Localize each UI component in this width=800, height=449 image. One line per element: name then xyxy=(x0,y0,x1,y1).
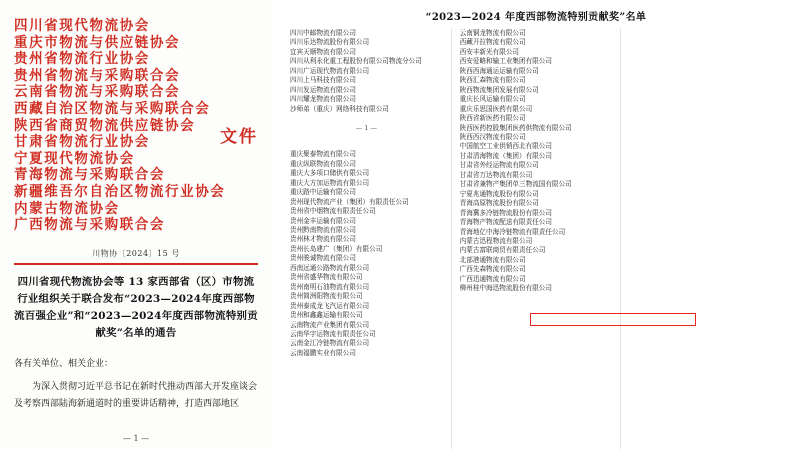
list-item: 广西先森物流有限公司 xyxy=(459,265,526,274)
list-item: 西安爱略和输工业集团有限公司 xyxy=(459,57,552,66)
list-item: 云南福鹏实业有限公司 xyxy=(290,348,356,357)
association-name: 西藏自治区物流与采购联合会 xyxy=(14,100,211,118)
list-columns xyxy=(282,29,790,449)
list-item: 贵州黔南物流有限公司 xyxy=(290,226,356,235)
list-item: 贵州省中烟物流有限责任公司 xyxy=(290,207,376,216)
body-paragraph: 为深入贯彻习近平总书记在新时代推动西部大开发座谈会及考察西部陆海新通道时的重要讲话精神，打造西部地区 xyxy=(14,381,258,409)
list-item: 贵州现代物流产业（集团）有限责任公司 xyxy=(290,197,409,206)
list-item: 贵州南明石油物流有限公司 xyxy=(290,282,370,291)
list-item: 云南物流产业集团有限公司 xyxy=(290,320,370,329)
list-column-2 xyxy=(451,29,622,449)
list-item: 贵州金丰运输有限公司 xyxy=(290,216,356,225)
page-break-marker: — 1 — xyxy=(355,123,377,132)
list-item: 西安丰新光有限公司 xyxy=(459,47,520,56)
document-title: 四川省现代物流协会等 13 家西部省（区）市物流行业组织关于联合发布“2023—2024年度西部物流百强企业”和“2023—2024年度西部物流特别贡献奖”名单的通告 xyxy=(14,275,258,339)
list-item: 陕西汇森物流有限公司 xyxy=(459,76,526,85)
association-name: 重庆市物流与供应链协会 xyxy=(14,34,181,51)
list-item: 西南远通公路物流有限公司 xyxy=(290,263,370,272)
list-item-highlighted: 青海物产物流配送有限责任公司 xyxy=(459,218,552,227)
list-item: 内蒙古富联商贸有限责任公司 xyxy=(459,246,546,255)
association-name: 贵州省物流与采购联合会 xyxy=(14,67,181,85)
list-item: 柳州桂中海迅物流股份有限公司 xyxy=(459,284,552,293)
right-list-page xyxy=(272,0,800,449)
list-item: 甘肃省万达物流有限公司 xyxy=(459,170,533,179)
document-mark-label: 文件 xyxy=(220,127,258,147)
association-name: 贵州省物流行业协会 xyxy=(14,50,150,68)
list-item: 陕西物流集团发展有限公司 xyxy=(459,85,539,94)
association-name: 宁夏现代物流协会 xyxy=(14,150,135,168)
list-item: 云南铜龙物流有限公司 xyxy=(459,29,526,37)
list-item: 贵州泰成龙飞汽运有限公司 xyxy=(290,301,370,310)
document-body xyxy=(14,356,258,413)
association-name: 内蒙古物流协会 xyxy=(14,200,120,217)
list-item: 四川发运物流有限公司 xyxy=(290,85,356,94)
list-item: 甘肃清海物流（集团）有限公司 xyxy=(459,151,552,160)
list-item: 贵州简洲阳物流有限公司 xyxy=(290,292,363,301)
list-item: 陕西省新医药有限公司 xyxy=(459,114,526,123)
red-divider-rule xyxy=(14,263,258,265)
association-name: 四川省现代物流协会 xyxy=(14,17,150,35)
list-item: 陕西医药控股集团医药供物流有限公司 xyxy=(459,123,572,132)
list-item: 西藏开拉物流有限公司 xyxy=(459,38,526,47)
body-paragraph: 各有关单位、相关企业： xyxy=(14,358,114,369)
list-item: 重庆路中运输有限公司 xyxy=(290,188,356,197)
list-item: 重庆乐思国医药有限公司 xyxy=(459,104,533,113)
association-name: 云南省物流与采购联合会 xyxy=(14,83,181,101)
list-item: 四川耀龙物流有限公司 xyxy=(290,95,356,104)
list-item: 陕西西汉物流有限公司 xyxy=(459,132,526,141)
list-item: 重庆大方加运物流有限公司 xyxy=(290,178,370,187)
association-name: 广西物流与采购联合会 xyxy=(14,216,165,234)
list-column-3 xyxy=(621,29,790,449)
list-item: 四川乐达物流股份有限公司 xyxy=(290,38,370,47)
list-item: 贵州省盛华物流有限公司 xyxy=(290,273,363,282)
list-item: 沙师弟（重庆）网络科技有限公司 xyxy=(290,104,389,113)
left-document-page xyxy=(0,0,272,449)
list-item: 北部港通物流有限公司 xyxy=(459,255,526,264)
association-name: 新疆维吾尔自治区物流行业协会 xyxy=(14,183,226,201)
list-item: 云南金江冷链物流有限公司 xyxy=(290,339,370,348)
left-page-number: — 1 — xyxy=(122,434,150,443)
association-name: 陕西省商贸物流供应链协会 xyxy=(14,117,196,134)
list-item: 宜宾天顺物流有限公司 xyxy=(290,47,356,56)
list-column-1 xyxy=(282,29,451,449)
list-item: 青海高原物流股份有限公司 xyxy=(459,199,539,208)
list-item: 云南华宇运物流有限责任公司 xyxy=(290,330,376,338)
list-item: 广西迅通物流有限公司 xyxy=(459,274,526,283)
list-item: 内蒙古迅程物流有限公司 xyxy=(459,236,533,245)
list-item: 四川上马科技有限公司 xyxy=(290,76,356,85)
list-item: 重庆聚泰物流有限公司 xyxy=(290,150,356,159)
list-item: 贵州和鑫鑫运输有限公司 xyxy=(290,311,363,320)
document-number: 川物协〔2024〕15 号 xyxy=(92,248,180,258)
list-item: 四川从利永化重工程股份有限公司物流分公司 xyxy=(290,57,422,66)
list-item: 青海地亿中海冷链物流有限责任公司 xyxy=(459,227,566,236)
list-item: 重庆纵联物流有限公司 xyxy=(290,159,356,168)
list-item: 贵州长岛建广（集团）有限公司 xyxy=(290,244,383,253)
list-item: 青海冀多冷链物流股份有限公司 xyxy=(459,208,552,217)
list-item: 四川中邮物流有限公司 xyxy=(290,29,356,37)
list-item: 重庆长风运输有限公司 xyxy=(459,95,526,104)
list-item: 甘肃省外经运物流有限公司 xyxy=(459,161,539,170)
list-item: 重庆大多项口储供有限公司 xyxy=(290,169,370,178)
list-item: 甘肃省兼物产集团单三物流国有限公司 xyxy=(459,180,572,189)
list-item: 中国航空工业供销西北有限公司 xyxy=(459,142,552,151)
list-item: 宁夏兆通物流股份有限公司 xyxy=(459,189,539,198)
list-item: 陕西西海通运运输有限公司 xyxy=(459,66,539,75)
list-item: 四川广运现代物流有限公司 xyxy=(290,66,370,75)
list-item: 贵州林才物流有限公司 xyxy=(290,235,356,244)
association-name: 青海物流与采购联合会 xyxy=(14,166,165,184)
list-item: 贵州骏诚物流有限公司 xyxy=(290,254,356,263)
association-name: 甘肃省物流行业协会 xyxy=(14,133,150,151)
list-page-title: “2023—2024 年度西部物流特别贡献奖”名单 xyxy=(425,12,647,23)
